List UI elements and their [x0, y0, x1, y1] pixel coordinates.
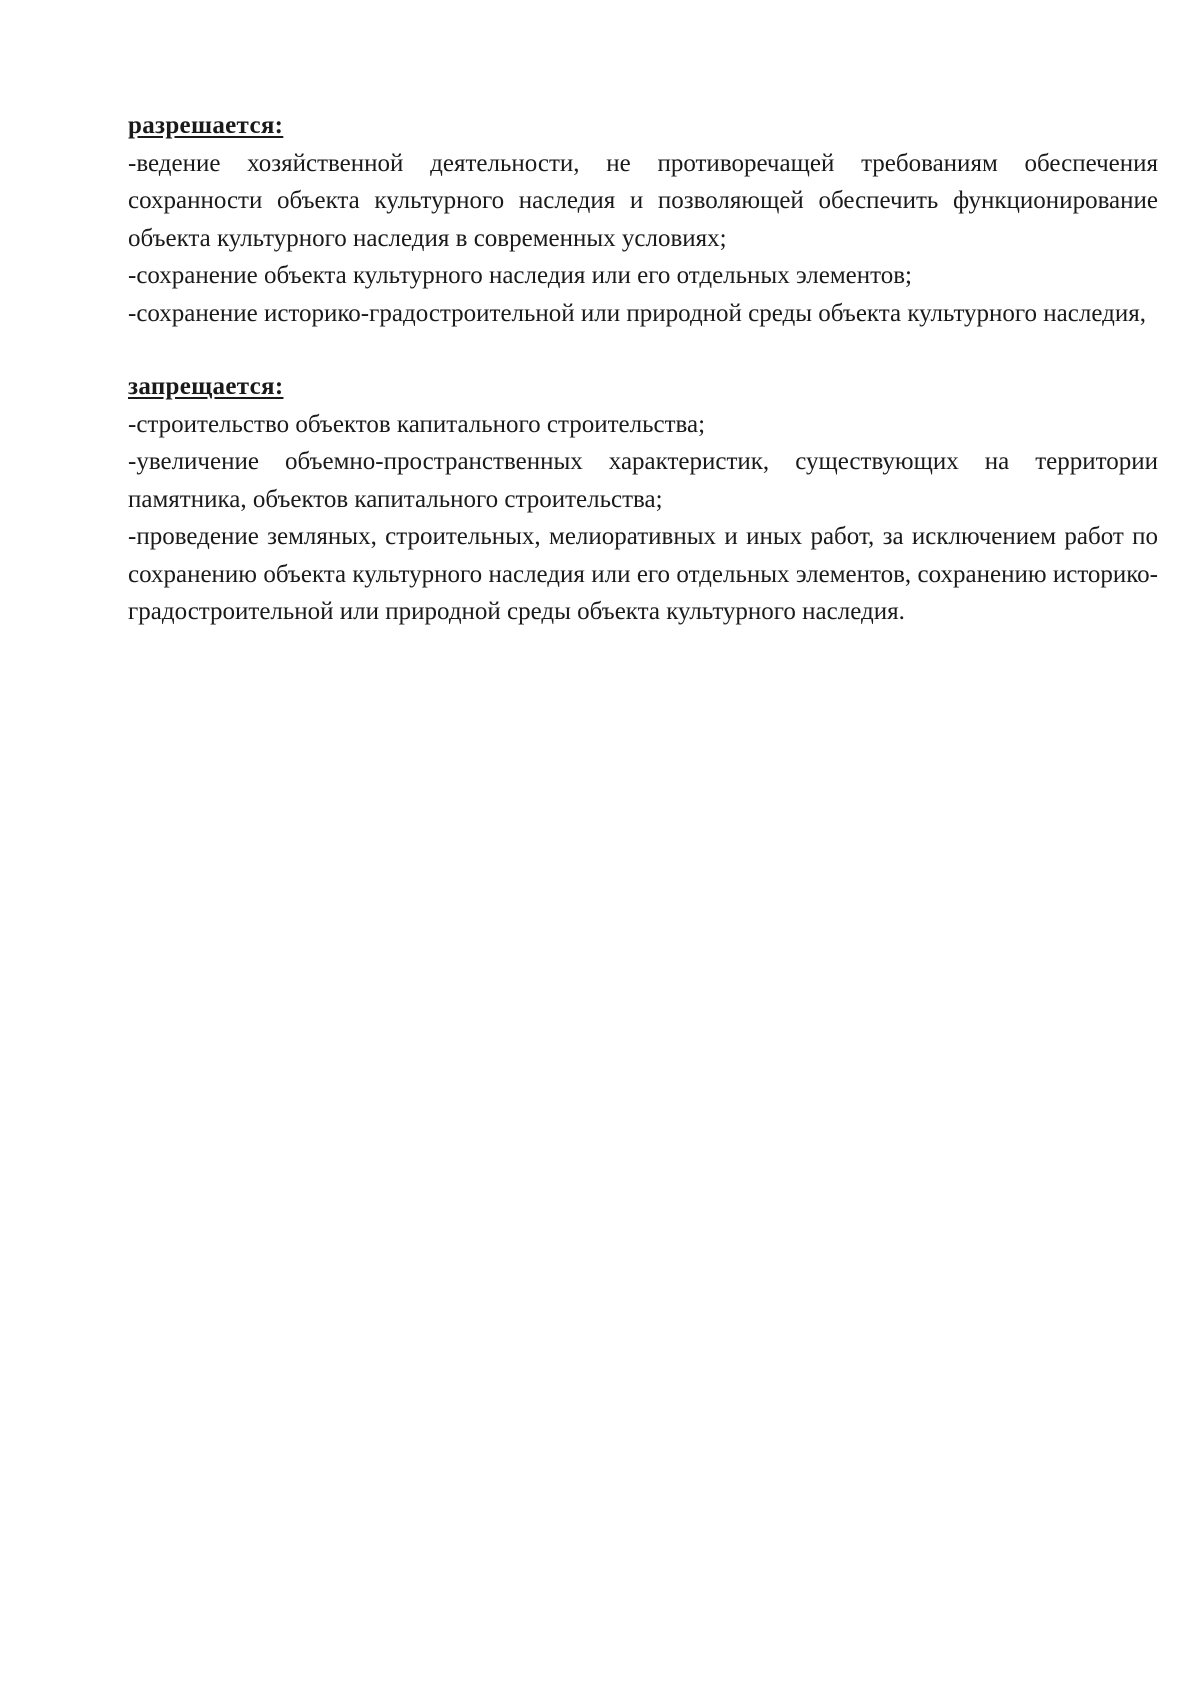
section-heading-allowed: разрешается:: [128, 112, 284, 139]
section-allowed: [128, 107, 1158, 332]
document-body: [128, 107, 1158, 631]
list-item: -строительство объектов капитального строительства;: [128, 410, 706, 438]
list-item: -сохранение историко-градостроительной или природной среды объекта культурного наследия,: [128, 299, 1146, 327]
list-item: -ведение хозяйственной деятельности, не противоречащей требованиям обеспечения сохранности объекта культурного наследия и позволяющей обеспечить функционирование объекта культурного наследия в современных условиях;: [128, 149, 1158, 252]
list-item: -сохранение объекта культурного наследия или его отдельных элементов;: [128, 262, 912, 289]
list-item: -проведение земляных, строительных, мелиоративных и иных работ, за исключением работ по сохранению объекта культурного наследия или его отдельных элементов, сохранению историко-градостроительной или природной среды объекта культурного наследия.: [128, 523, 1158, 625]
section-heading-prohibited: запрещается:: [128, 373, 284, 400]
section-prohibited: [128, 368, 1158, 631]
list-item: -увеличение объемно-пространственных характеристик, существующих на территории памятника, объектов капитального строительства;: [128, 448, 1158, 513]
